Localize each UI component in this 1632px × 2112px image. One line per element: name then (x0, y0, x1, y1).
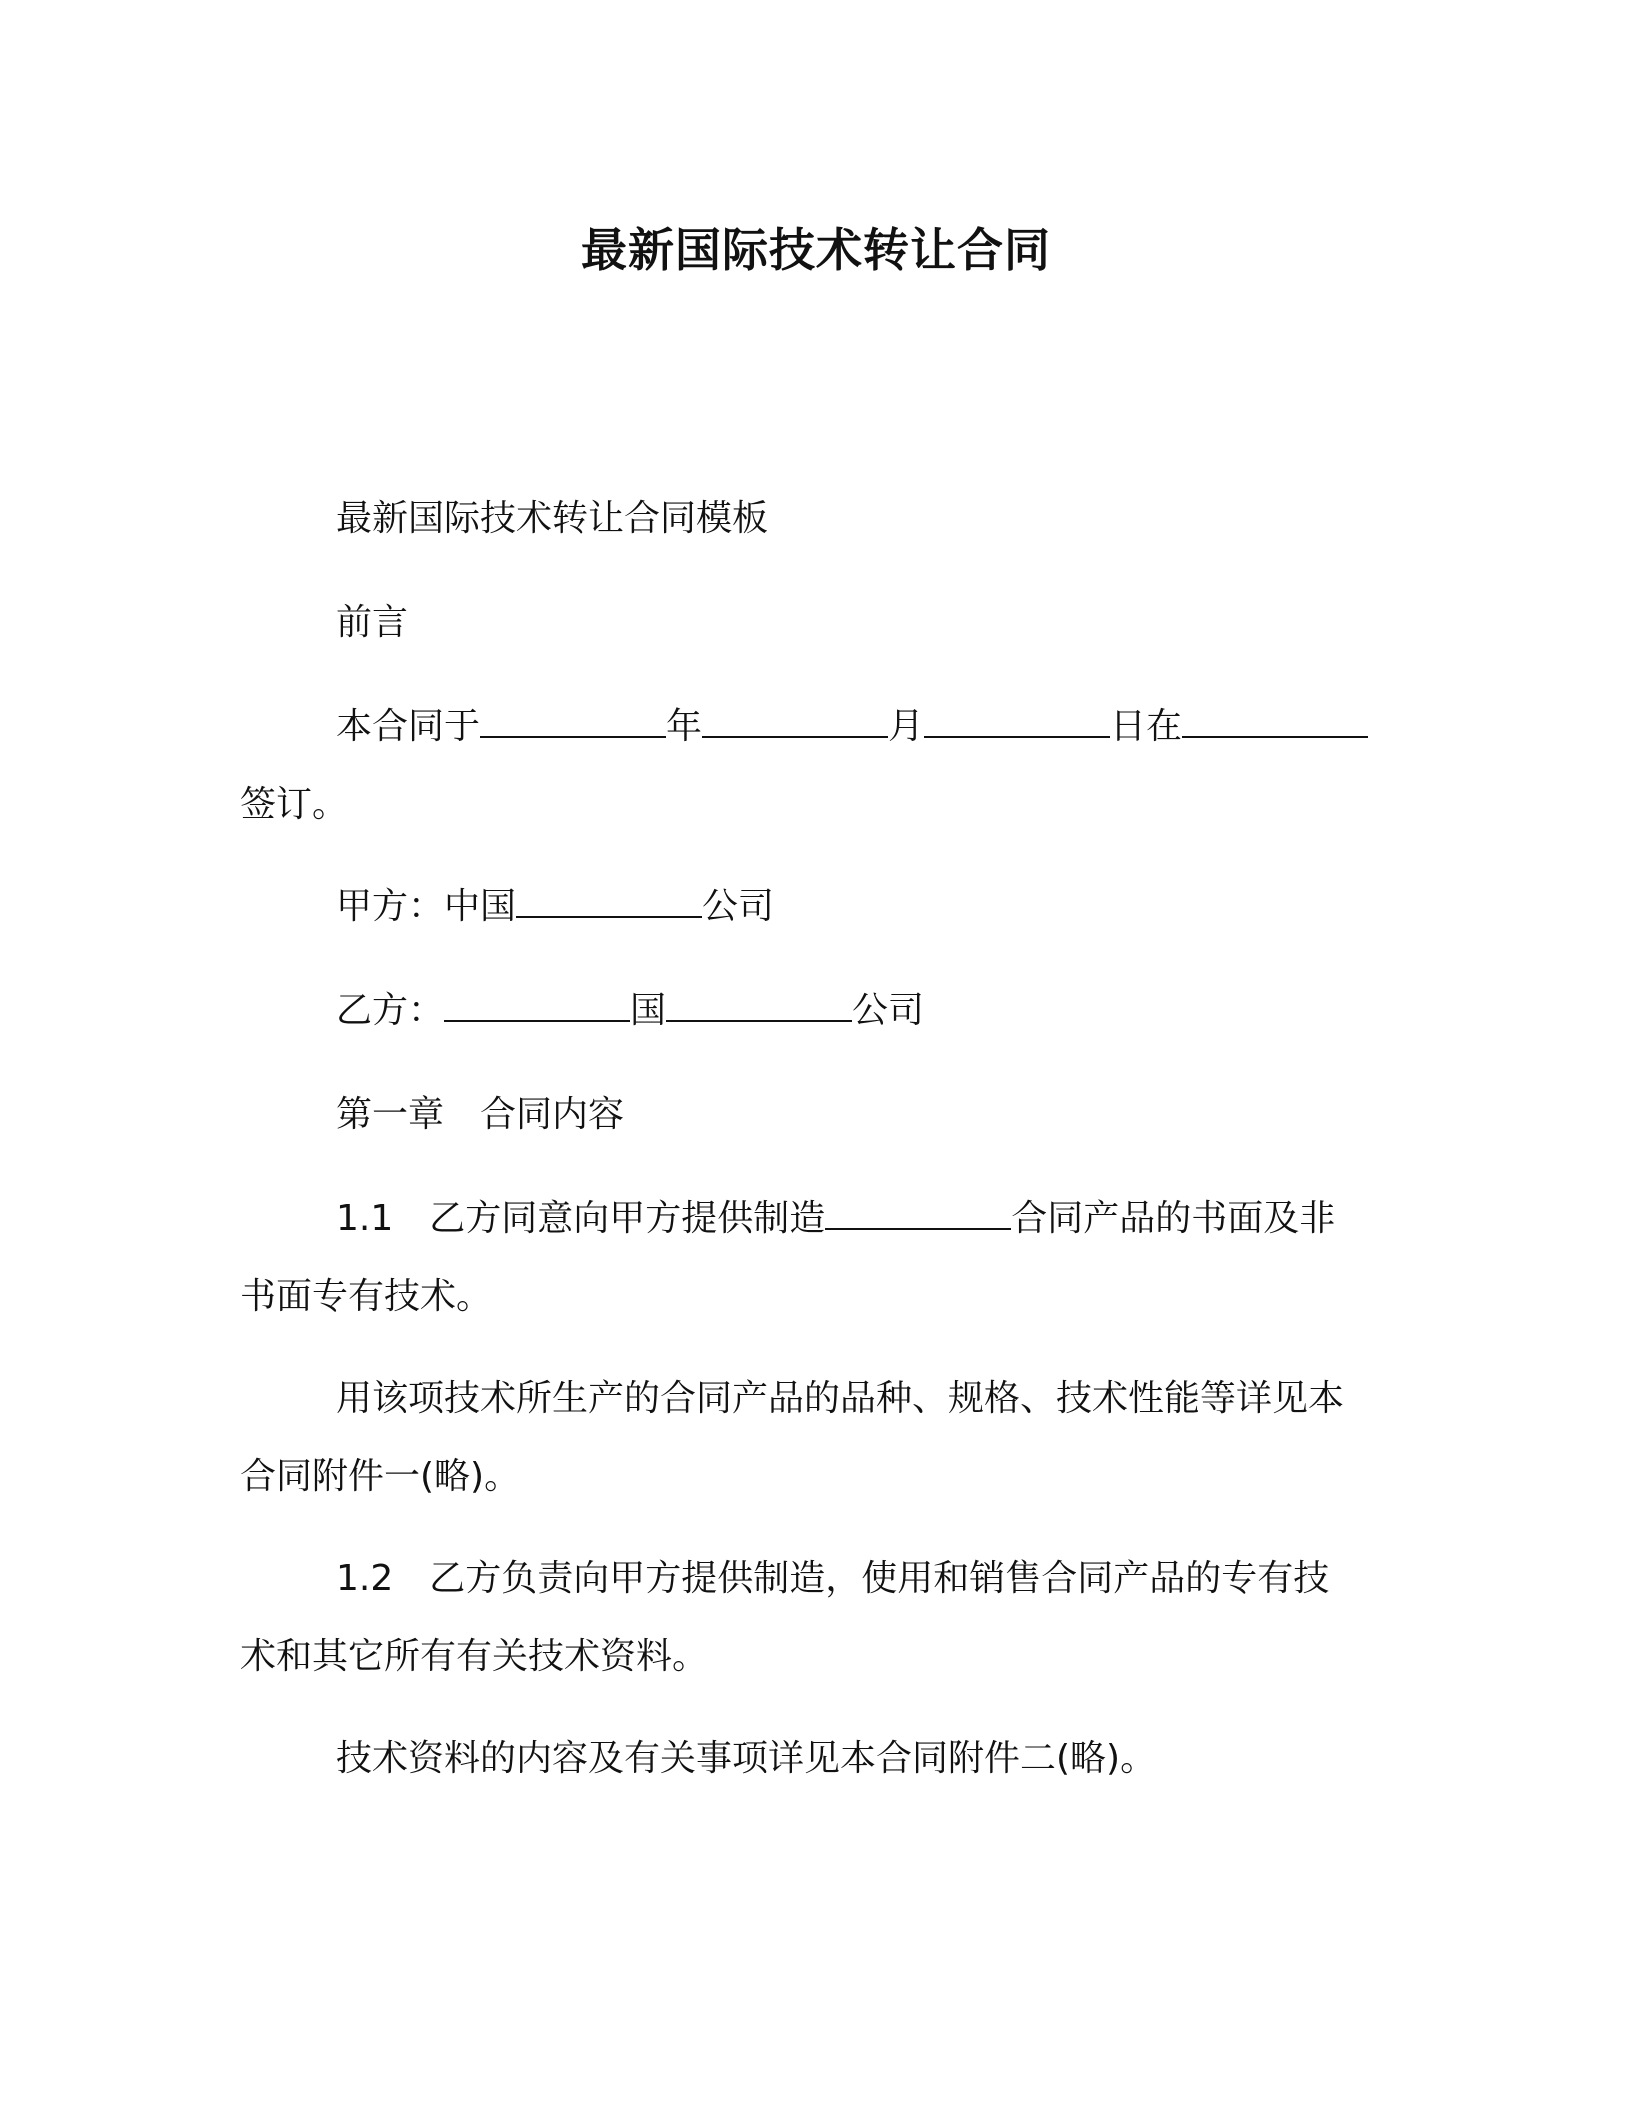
party-a-paragraph (240, 868, 1380, 946)
subtitle-paragraph (240, 480, 1380, 558)
clause-1-1-line-2: 书面专有技术。 (240, 1276, 493, 1317)
signed-date-line-1 (240, 688, 1380, 766)
clause-1-1-detail-line-1: 用该项技术所生产的合同产品的品种、规格、技术性能等详见本 (336, 1378, 1345, 1419)
document-title: 最新国际技术转让合同 (581, 223, 1051, 277)
clause-1-2-line-2: 术和其它所有有关技术资料。 (240, 1636, 709, 1677)
party-b-label: 乙方： (336, 990, 445, 1031)
clause-1-1-text-1: 1.1 乙方同意向甲方提供制造 (336, 1198, 826, 1239)
party-b-country-suffix: 国 (630, 990, 667, 1031)
signed-date-line-2: 签订。 (240, 784, 349, 825)
clause-1-1-detail-paragraph (240, 1360, 1380, 1516)
signed-text-3: 月 (888, 706, 925, 747)
signed-date-paragraph (240, 688, 1380, 844)
blank-place (1182, 706, 1368, 738)
party-b-company-suffix: 公司 (852, 990, 925, 1031)
blank-party-b-company (666, 990, 852, 1022)
chapter-1-paragraph (240, 1076, 1380, 1154)
party-a-line (240, 868, 1380, 946)
subtitle-text: 最新国际技术转让合同模板 (336, 498, 769, 539)
clause-1-1-text-2: 合同产品的书面及非 (1011, 1198, 1336, 1239)
party-b-line (240, 972, 1380, 1050)
preface-heading: 前言 (336, 602, 409, 643)
signed-text-4: 日在 (1110, 706, 1183, 747)
party-a-label: 甲方：中国 (336, 886, 517, 927)
clause-1-2-detail-paragraph (240, 1720, 1380, 1798)
clause-1-1-detail-line-2: 合同附件一(略)。 (240, 1456, 521, 1497)
clause-1-1-paragraph (240, 1180, 1380, 1336)
blank-party-a-company (516, 886, 702, 918)
blank-product (825, 1198, 1011, 1230)
clause-1-2-paragraph (240, 1540, 1380, 1696)
blank-month (702, 706, 888, 738)
party-a-suffix: 公司 (702, 886, 775, 927)
signed-text-1: 本合同于 (336, 706, 481, 747)
clause-1-2-detail-line: 技术资料的内容及有关事项详见本合同附件二(略)。 (336, 1738, 1157, 1779)
chapter-1-heading: 第一章 合同内容 (336, 1094, 625, 1135)
preface-paragraph (240, 584, 1380, 662)
blank-day (924, 706, 1110, 738)
blank-year (480, 706, 666, 738)
signed-text-2: 年 (666, 706, 703, 747)
clause-1-1-line-1 (240, 1180, 1380, 1258)
blank-party-b-country (444, 990, 630, 1022)
party-b-paragraph (240, 972, 1380, 1050)
clause-1-2-line-1: 1.2 乙方负责向甲方提供制造，使用和销售合同产品的专有技 (336, 1558, 1330, 1599)
